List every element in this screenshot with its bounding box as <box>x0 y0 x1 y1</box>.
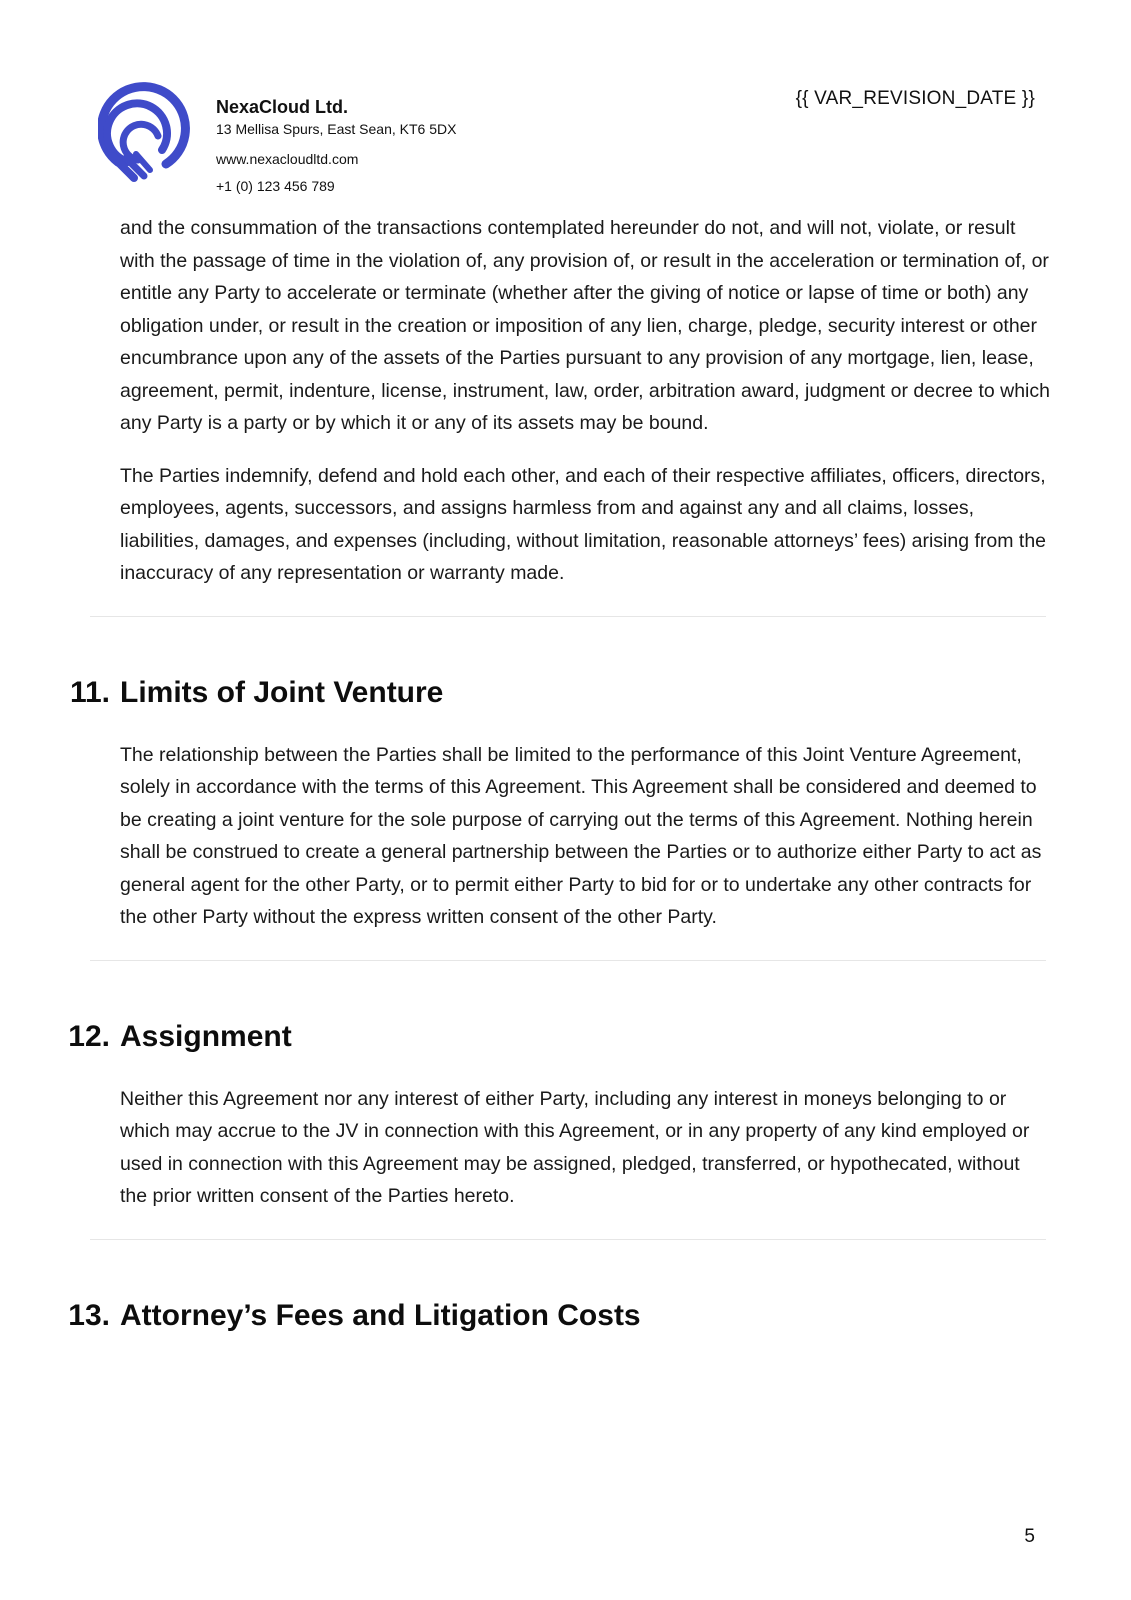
section-body-11: The relationship between the Parties shall be limited to the performance of this Joint Venture Agreement, solely in accordance with the terms of this Agreement. This Agreement shall be considered and deemed to be creating a joint venture for the sole purpose of carrying out the terms of this Agreement. Nothing herein shall be construed to create a general partnership between the Parties or to authorize either Party to act as general agent for the other Party, or to permit either Party to bid for or to undertake any other contracts for the other Party without the express written consent of the other Party. <box>120 743 1042 928</box>
section-number: 13. <box>68 1298 110 1332</box>
section-divider <box>90 616 1046 617</box>
section-heading-11 <box>0 673 1131 713</box>
section-divider <box>90 1239 1046 1240</box>
page-header <box>0 0 1131 210</box>
section-divider <box>90 960 1046 961</box>
section-number: 11. <box>69 675 110 709</box>
section-heading-12 <box>0 1017 1131 1057</box>
revision-date: {{ VAR_REVISION_DATE }} <box>795 88 1035 109</box>
page-number: 5 <box>1024 1526 1035 1547</box>
section-title: Assignment <box>120 1019 292 1053</box>
section-body-12: Neither this Agreement nor any interest of either Party, including any interest in moneys belonging to or which may accrue to the JV in connection with this Agreement, or in any property of any kind employed or used in connection with this Agreement may be assigned, pledged, transferred, or hypothecated, without the prior written consent of the Parties hereto. <box>120 1087 1030 1207</box>
section-title: Limits of Joint Venture <box>120 675 444 709</box>
continued-paragraph: and the consummation of the transactions contemplated hereunder do not, and will not, violate, or result with the passage of time in the violation of, any provision of, or result in the acceleration or termination of, or entitle any Party to accelerate or terminate (whether after the giving of notice or lapse of time or both) any obligation under, or result in the creation or imposition of any lien, charge, pledge, security interest or other encumbrance upon any of the assets of the Parties pursuant to any provision of any mortgage, lien, lease, agreement, permit, indenture, license, instrument, law, order, arbitration award, judgment or decree to which any Party is a party or by which it or any of its assets may be bound. <box>120 217 1050 434</box>
company-address: 13 Mellisa Spurs, East Sean, KT6 5DX <box>216 121 457 137</box>
company-phone: +1 (0) 123 456 789 <box>216 178 335 194</box>
indemnity-paragraph: The Parties indemnify, defend and hold each other, and each of their respective affiliates, officers, directors, employees, agents, successors, and assigns harmless from and against any and all claims, losses, liabilities, damages, and expenses (including, without limitation, reasonable attorneys’ fees) arising from the inaccuracy of any representation or warranty made. <box>120 464 1047 584</box>
company-info <box>216 96 456 195</box>
company-name: NexaCloud Ltd. <box>216 97 349 117</box>
section-number: 12. <box>68 1019 110 1053</box>
document-body <box>0 212 1131 1362</box>
nexacloud-logo-icon <box>98 78 194 182</box>
company-website: www.nexacloudltd.com <box>216 151 359 167</box>
section-title: Attorney’s Fees and Litigation Costs <box>120 1298 641 1332</box>
section-heading-13 <box>0 1296 1131 1336</box>
